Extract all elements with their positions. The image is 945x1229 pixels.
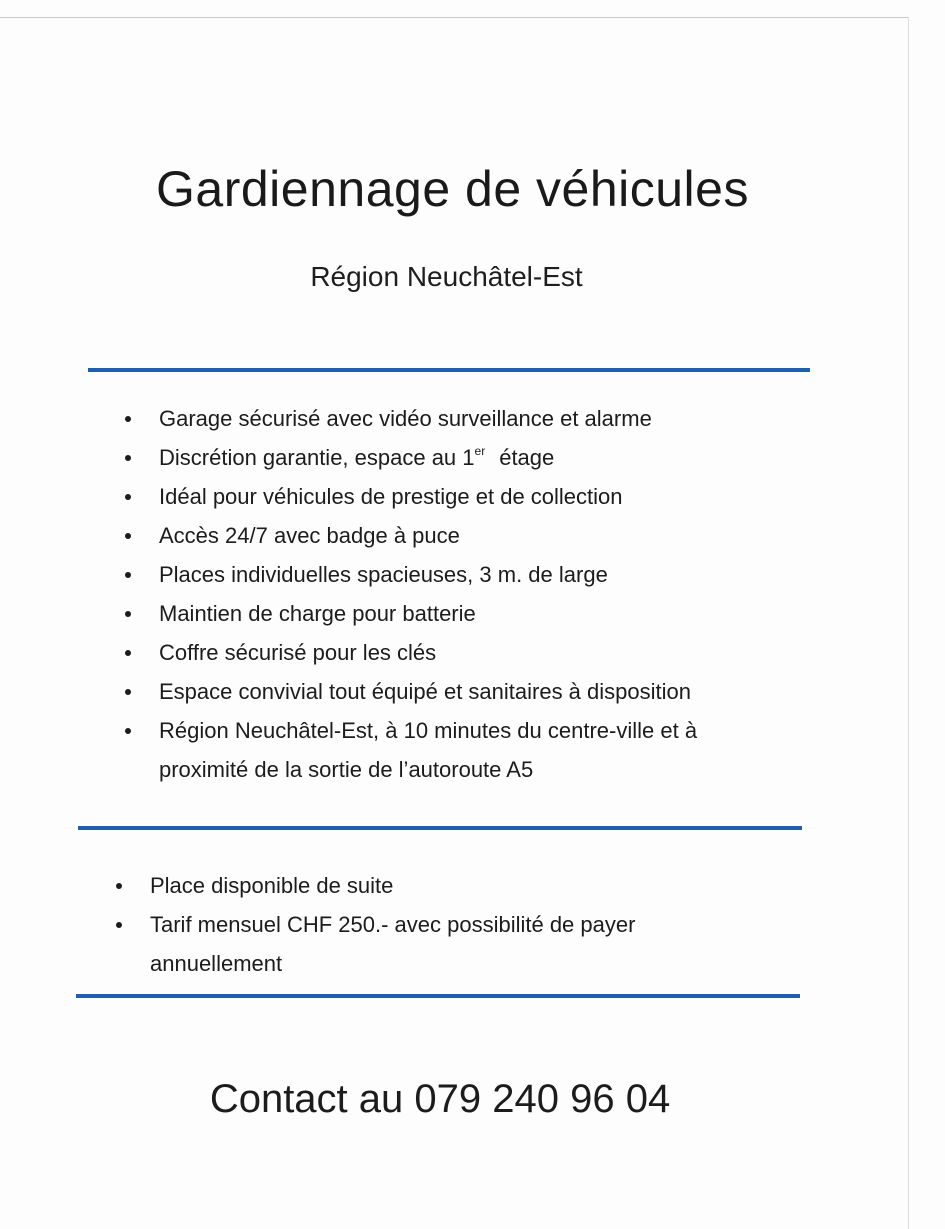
floor-word: étage xyxy=(499,445,555,470)
offer-list xyxy=(150,866,710,983)
feature-list xyxy=(159,399,779,789)
feature-item xyxy=(159,555,779,594)
offer-item xyxy=(150,866,710,905)
feature-text: Places individuelles spacieuses, 3 m. de large xyxy=(159,562,608,587)
bullet-icon xyxy=(125,533,131,539)
bullet-icon xyxy=(125,728,131,734)
feature-text: Région Neuchâtel-Est, à 10 minutes du centre-ville et à proximité de la sortie de l’autoroute A5 xyxy=(159,718,698,782)
feature-item xyxy=(159,672,779,711)
divider-middle xyxy=(78,826,802,830)
offer-text: Tarif mensuel CHF 250.- avec possibilité de payer annuellement xyxy=(150,912,636,976)
feature-item xyxy=(159,516,779,555)
feature-item xyxy=(159,477,779,516)
floor-ordinal: er xyxy=(474,444,486,458)
bullet-icon xyxy=(125,494,131,500)
feature-text: Coffre sécurisé pour les clés xyxy=(159,640,437,665)
feature-text: Espace convivial tout équipé et sanitaires à disposition xyxy=(159,679,691,704)
divider-bottom xyxy=(76,994,800,998)
contact-phone: Contact au 079 240 96 04 xyxy=(209,1077,671,1121)
bullet-icon xyxy=(116,922,122,928)
paper-right-edge xyxy=(908,17,909,1229)
feature-item xyxy=(159,399,779,438)
bullet-icon xyxy=(125,650,131,656)
feature-item xyxy=(159,438,779,477)
paper-top-edge xyxy=(0,17,908,18)
feature-text: Garage sécurisé avec vidéo surveillance et alarme xyxy=(159,406,652,431)
bullet-icon xyxy=(125,455,131,461)
bullet-icon xyxy=(116,883,122,889)
feature-item xyxy=(159,711,779,789)
feature-text: Discrétion garantie, espace au 1 xyxy=(159,445,475,470)
bullet-icon xyxy=(125,689,131,695)
feature-item xyxy=(159,633,779,672)
feature-text: Idéal pour véhicules de prestige et de collection xyxy=(159,484,623,509)
flyer-title: Gardiennage de véhicules xyxy=(156,161,749,217)
bullet-icon xyxy=(125,416,131,422)
bullet-icon xyxy=(125,611,131,617)
divider-top xyxy=(88,368,810,372)
feature-text: Accès 24/7 avec badge à puce xyxy=(159,523,460,548)
feature-text: Maintien de charge pour batterie xyxy=(159,601,476,626)
bullet-icon xyxy=(125,572,131,578)
offer-item xyxy=(150,905,710,983)
feature-item xyxy=(159,594,779,633)
flyer-subtitle: Région Neuchâtel-Est xyxy=(310,261,583,292)
offer-text: Place disponible de suite xyxy=(150,873,394,898)
